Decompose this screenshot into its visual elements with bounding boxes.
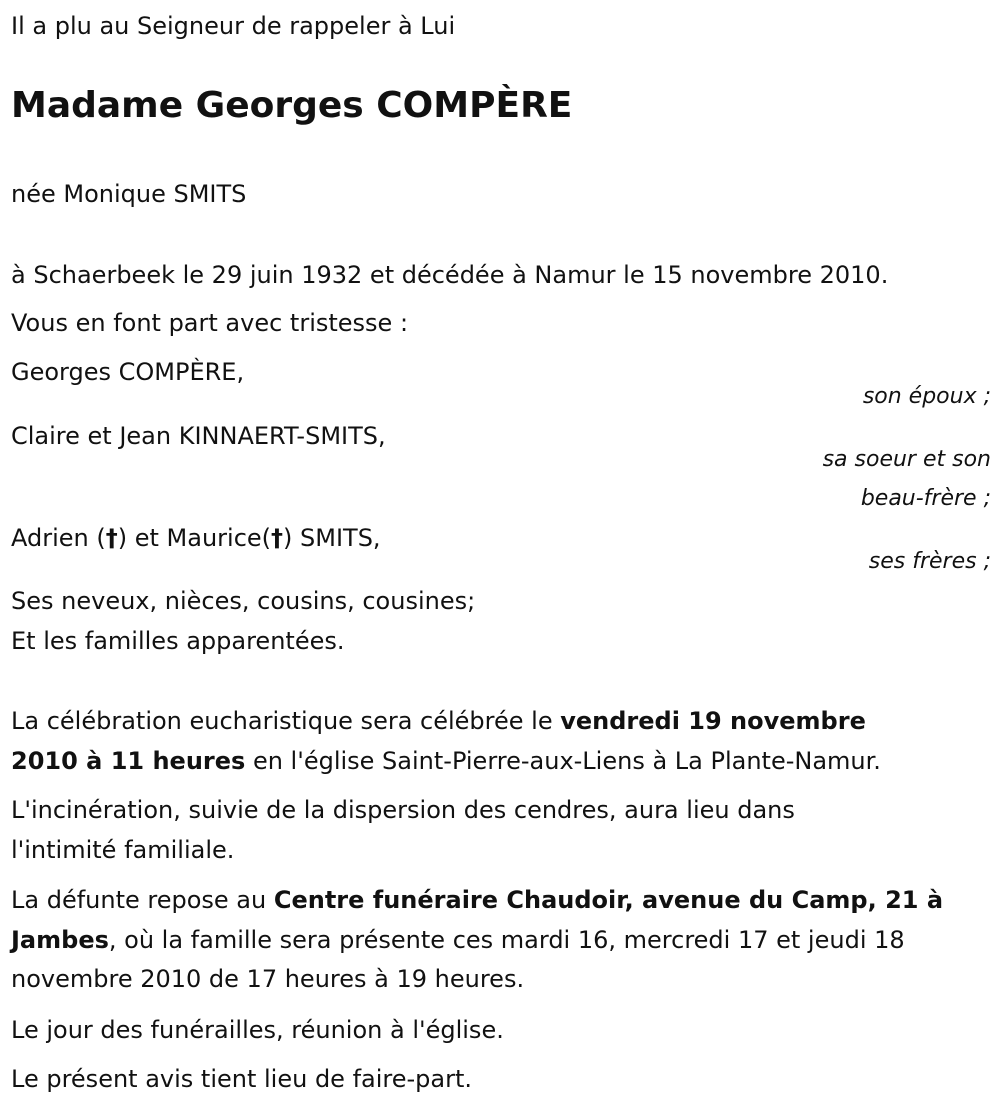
ceremony-place: en l'église Saint-Pierre-aux-Liens à La Plante-Namur. [245,747,881,775]
incineration-line-2: l'intimité familiale. [11,836,235,864]
cross-icon: † [271,524,284,552]
ceremony-text: La célébration eucharistique sera célébrée le [11,707,561,735]
others-line-1: Ses neveux, nièces, cousins, cousines; [11,587,476,615]
ceremony-time: 2010 à 11 heures [11,747,246,775]
brothers-part-a: Adrien ( [11,524,106,552]
brothers-part-b: ) et Maurice( [117,524,272,552]
brothers-name [11,518,381,558]
repose-hours: , où la famille sera présente ces mardi 16, mercredi 17 et jeudi 18 [108,926,905,954]
repose-text: La défunte repose au [11,886,274,914]
cross-icon: † [105,524,118,552]
sister-relation-2: beau-frère ; [860,486,991,511]
notice-note: Le présent avis tient lieu de faire-part. [11,1065,473,1093]
sister-relation-1: sa soeur et son [822,447,991,472]
repose-line-1 [11,880,943,920]
ceremony-date: vendredi 19 novembre [560,707,866,735]
birth-name: née Monique SMITS [11,180,247,208]
spouse-relation: son époux ; [862,384,991,409]
sister-name: Claire et Jean KINNAERT-SMITS, [11,422,386,450]
ceremony-line-2 [11,741,881,781]
repose-city: Jambes [11,926,109,954]
deceased-name: Madame Georges COMPÈRE [11,85,573,126]
brothers-part-c: ) SMITS, [283,524,381,552]
incineration-line-1: L'incinération, suivie de la dispersion des cendres, aura lieu dans [11,796,795,824]
funeral-meeting: Le jour des funérailles, réunion à l'église. [11,1016,504,1044]
spouse-name: Georges COMPÈRE, [11,358,245,386]
others-line-2: Et les familles apparentées. [11,627,345,655]
brothers-relation: ses frères ; [868,549,991,574]
repose-line-3: novembre 2010 de 17 heures à 19 heures. [11,965,525,993]
dates-line: à Schaerbeek le 29 juin 1932 et décédée à Namur le 15 novembre 2010. [11,261,889,289]
repose-center: Centre funéraire Chaudoir, avenue du Camp, 21 à [273,886,944,914]
announce-line: Vous en font part avec tristesse : [11,309,409,337]
intro-line: Il a plu au Seigneur de rappeler à Lui [11,12,456,40]
repose-line-2 [11,920,905,960]
ceremony-line-1 [11,701,866,741]
